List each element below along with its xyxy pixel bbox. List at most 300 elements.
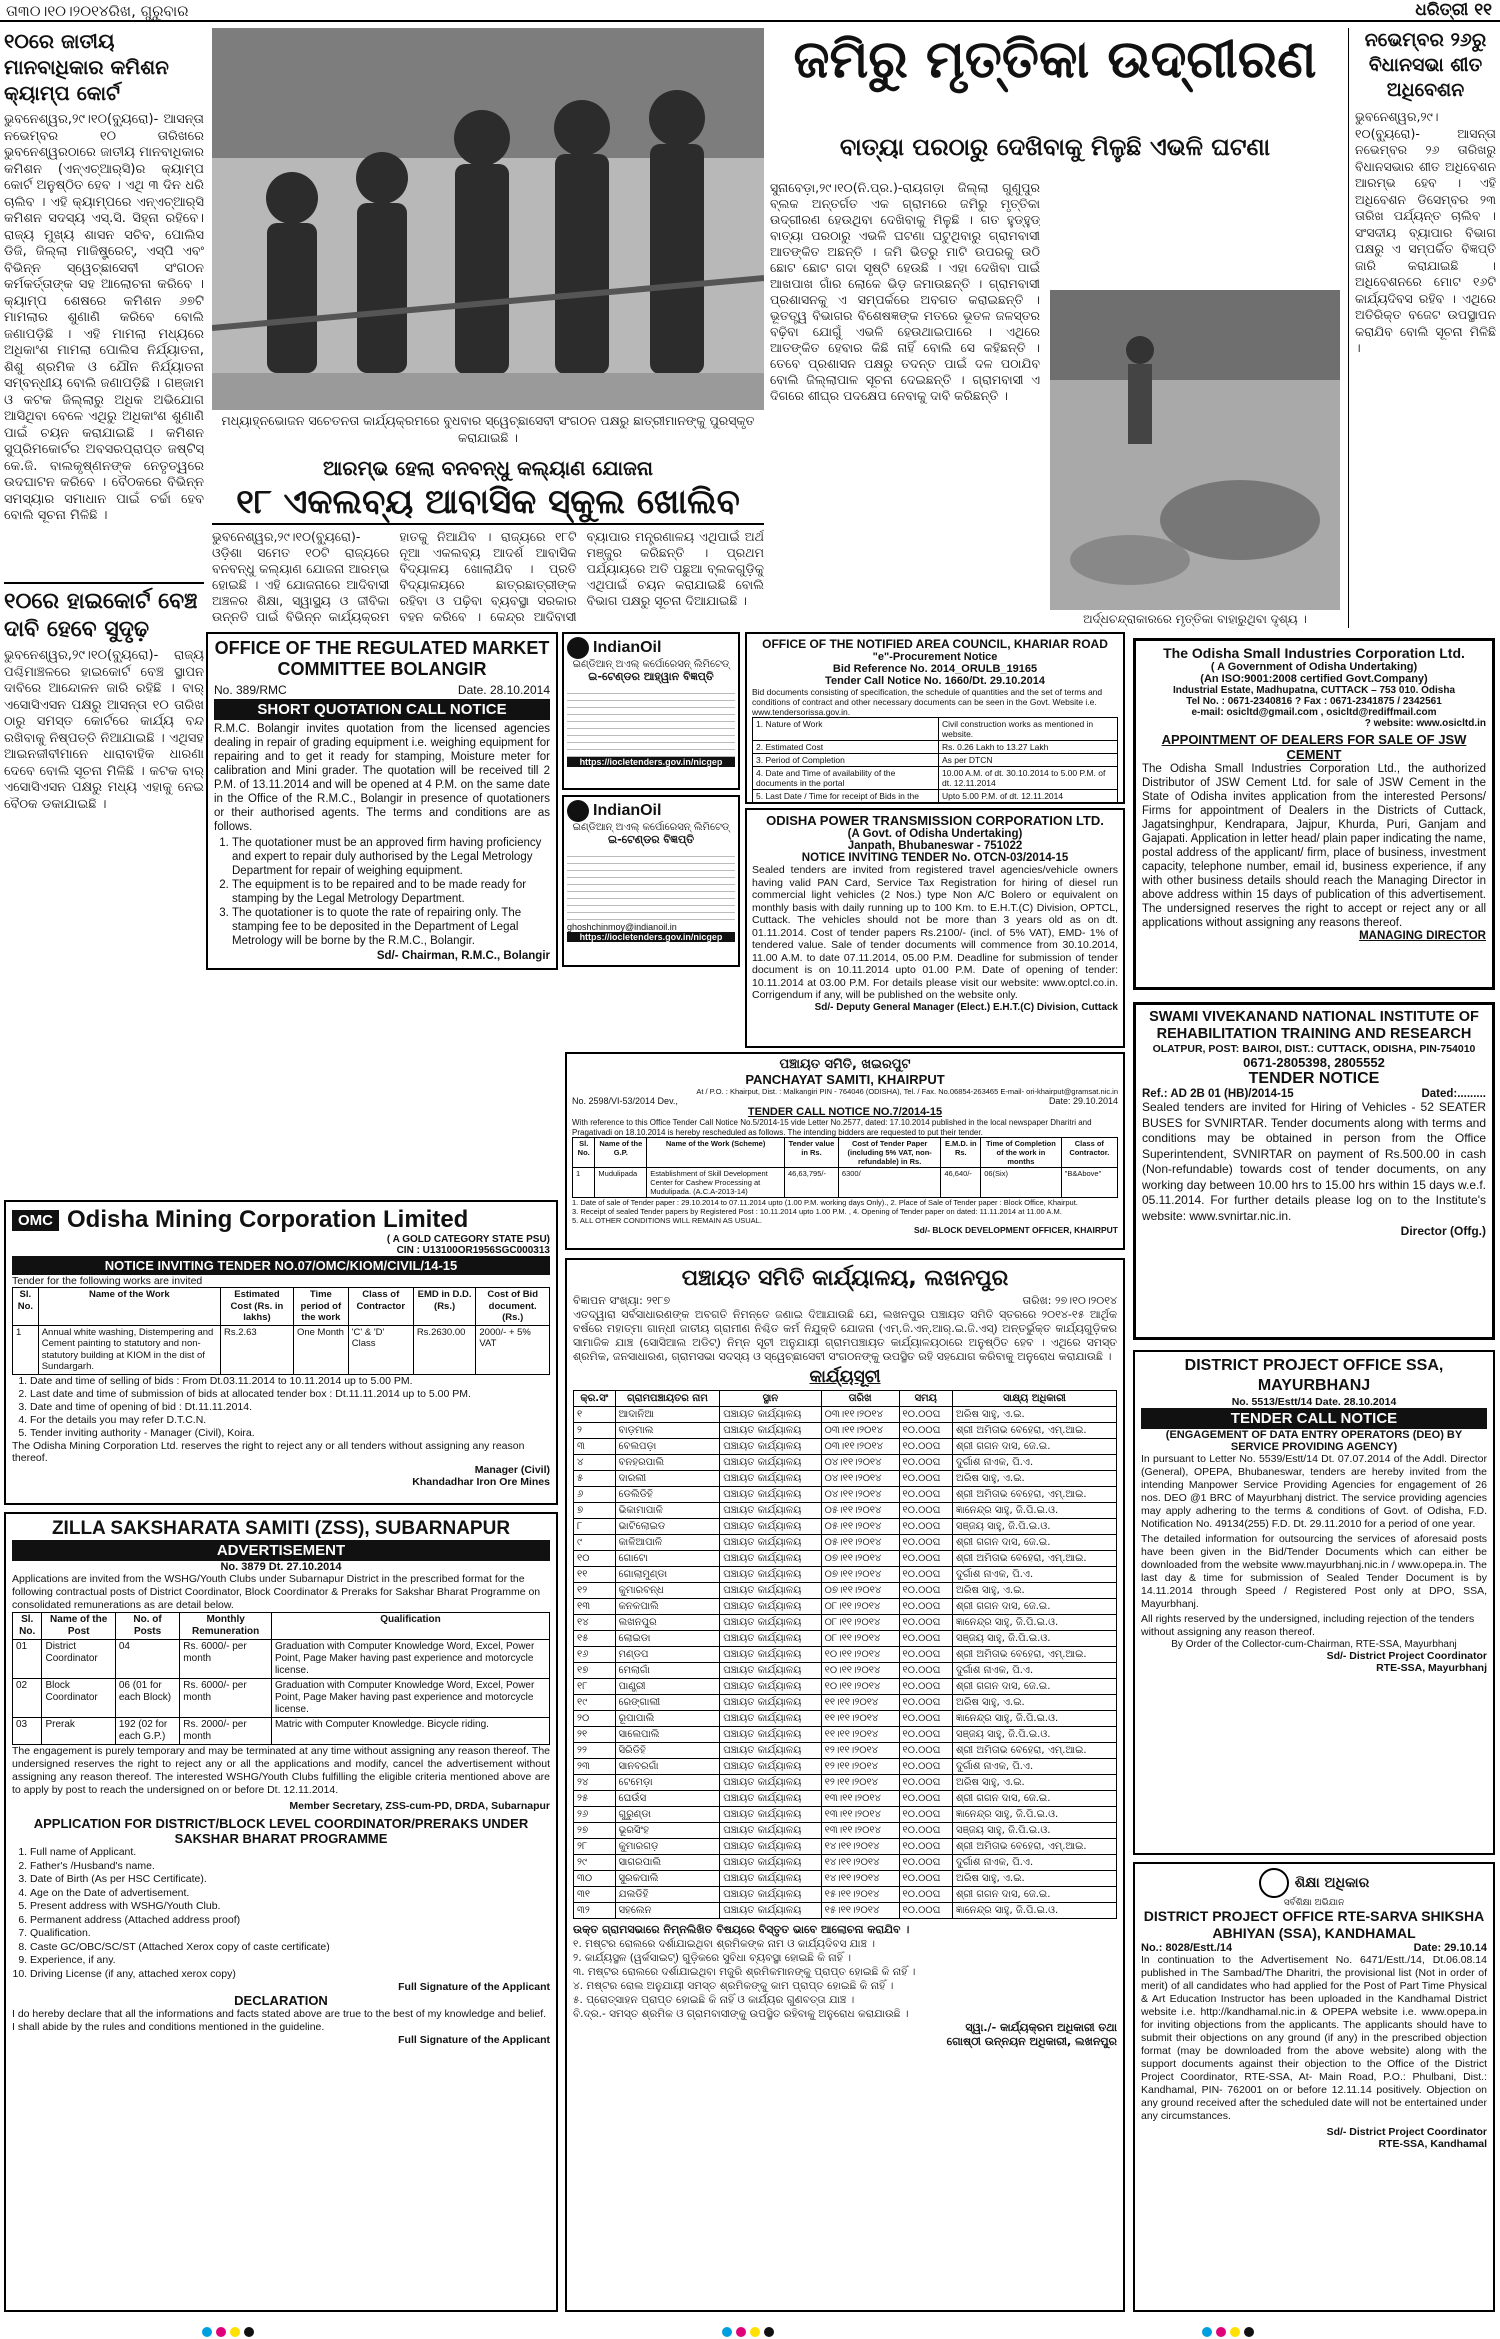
svnirtar-ref: Ref.: AD 2B 01 (HB)/2014-15 — [1142, 1088, 1294, 1100]
table-cell: ଶ୍ରୀ ଅମିତାଭ ବେହେରା, ଏମ୍‌.ଆଇ. — [952, 1839, 1116, 1855]
table-cell: ୧୬ — [574, 1647, 616, 1663]
table-row — [574, 1583, 1117, 1599]
table-cell: ୦୮।୧୧।୨୦୧୪ — [821, 1615, 899, 1631]
table-cell: ୧୦.୦୦ଘ — [899, 1455, 952, 1471]
table-row — [574, 1711, 1117, 1727]
table-row — [574, 1743, 1117, 1759]
table-cell: ୧୦.୦୦ଘ — [899, 1775, 952, 1791]
table-cell: ପଞ୍ଚାୟତ କାର୍ଯ୍ୟାଳୟ — [720, 1551, 821, 1567]
table-cell: ପଞ୍ଚାୟତ କାର୍ଯ୍ୟାଳୟ — [720, 1519, 821, 1535]
table-row — [13, 1718, 550, 1745]
soil-photo — [1050, 290, 1340, 610]
table-cell: ୨ — [574, 1423, 616, 1439]
zss-banner: ADVERTISEMENT — [12, 1540, 550, 1561]
table-cell: ୨୩ — [574, 1759, 616, 1775]
table-header-cell: Monthly Remuneration — [180, 1613, 272, 1640]
table-row — [574, 1791, 1117, 1807]
table-cell: ୨୫ — [574, 1791, 616, 1807]
table-cell: ୦୭।୧୧।୨୦୧୪ — [821, 1583, 899, 1599]
note-line: ୨. କାର୍ଯ୍ୟସ୍ଥଳ (ୱର୍କସାଇଟ୍) ଗୁଡ଼ିକରେ ସୁବିଧା ବ୍ୟବସ୍ଥା ହୋଇଛି କି ନାହିଁ । — [573, 1952, 851, 1964]
table-cell: ୧୦.୦୦ଘ — [899, 1791, 952, 1807]
table-cell: ୧୪।୧୧।୨୦୧୪ — [821, 1855, 899, 1871]
table-cell: 6300/ — [838, 1168, 940, 1198]
table-cell: Establishment of Skill Development Center for Cashew Processing at Mudulipada. (A.C.A-2013-14) — [647, 1168, 785, 1198]
table-header-cell: Cost of Tender Paper (including 5% VAT, non-refundable) in Rs. — [838, 1138, 940, 1168]
khairput-notice: TENDER CALL NOTICE NO.7/2014-15 — [747, 1106, 943, 1118]
news-photo — [212, 28, 764, 410]
story-court-body: ଭୁବନେଶ୍ୱର,୨୯।୧୦(ବ୍ୟୁରୋ)- ରାଜ୍ୟ ପଶ୍ଚିମାଞ୍ଚଳରେ ହାଇକୋର୍ଟ ବେଞ୍ଚ ସ୍ଥାପନ ଦାବିରେ ଆନ୍ଦୋଳନ ଜାରି ରହିଛି । ବାର୍ ଏସୋସିଏସନ ପକ୍ଷରୁ ଆସନ୍ତା ୧୦ ତାରିଖ ଠାରୁ ସମସ୍ତ କୋର୍ଟରେ କାର୍ଯ୍ୟ ବନ୍ଦ ରଖିବାକୁ ନିଷ୍ପତ୍ତି ନିଆଯାଇଛି । ଏଥିସହ ଆଇନଜୀବୀମାନେ ଧାରାବାହିକ ଧାରଣା ଦେବେ ବୋଲି ସୂଚନା ମିଳିଛି । କଟକ ବାର୍ ଏସୋସିଏସନ ପକ୍ଷରୁ ମଧ୍ୟ ଏହାକୁ ନେଇ ବୈଠକ ଡକାଯାଇଛି । — [4, 648, 204, 812]
lakhanpur-intro: ଏତଦ୍ୱାରା ସର୍ବସାଧାରଣଙ୍କ ଅବଗତି ନିମନ୍ତେ ଜଣାଇ ଦିଆଯାଉଛି ଯେ, ଲଖନପୁର ପଞ୍ଚାୟତ ସମିତି ସ୍ତରରେ ୨୦୧୪-୧୫ ଆର୍ଥିକ ବର୍ଷରେ ମହାତ୍ମା ଗାନ୍ଧୀ ଜାତୀୟ ଗ୍ରାମୀଣ ନିଶ୍ଚିତ କର୍ମ ନିଯୁକ୍ତି ଯୋଜନା (ଏମ୍‌.ଜି.ଏନ୍‌.ଆର୍‌.ଇ.ଜି.ଏସ୍) ଅନ୍ତର୍ଭୁକ୍ତ କାର୍ଯ୍ୟଗୁଡ଼ିକର ସାମାଜିକ ଯାଞ୍ଚ (ସୋସିଆଲ ଅଡିଟ୍) ନିମ୍ନ ସୂଚୀ ଅନୁଯାୟୀ ଗ୍ରାମପଞ୍ଚାୟତ କାର୍ଯ୍ୟାଳୟଠାରେ ଅନୁଷ୍ଠିତ ହେବ । ଏଥିରେ ସମସ୍ତ ଶ୍ରମିକ, ଜନସାଧାରଣ, ଗ୍ରାମସଭା ସଦସ୍ୟ ଓ ସ୍ୱେଚ୍ଛାସେବୀ ସଂଗଠନଙ୍କୁ ଉପସ୍ଥିତ ରହି ସହଯୋଗ କରିବାକୁ ଅନୁରୋଧ କରାଯାଉଛି । — [573, 1308, 1117, 1363]
table-cell: ପଞ୍ଚାୟତ କାର୍ଯ୍ୟାଳୟ — [720, 1711, 821, 1727]
note-line: ୫. ପ୍ରୋତ୍ସାହନ ପ୍ରାପ୍ତ ହୋଇଛି କି ନାହିଁ ଓ କାର୍ଯ୍ୟର ଗୁଣବତ୍ତା ଯାଞ୍ଚ । — [573, 1994, 855, 2006]
table-cell: ୧୫।୧୧।୨୦୧୪ — [821, 1887, 899, 1903]
table-cell: ଶ୍ରୀ ଅମିତାଭ ବେହେରା, ଏମ୍‌.ଆଇ. — [952, 1487, 1116, 1503]
table-cell: 1 — [13, 1325, 39, 1374]
table-cell: ୦୫।୧୧।୨୦୧୪ — [821, 1535, 899, 1551]
ad-omc — [4, 1200, 558, 1505]
rmc-title: OFFICE OF THE REGULATED MARKET COMMITTEE BOLANGIR — [214, 638, 550, 679]
table-cell: ୧୦.୦୦ଘ — [899, 1871, 952, 1887]
table-cell: ଭାଟିଲୋଇଡ — [615, 1519, 720, 1535]
story-assembly — [1348, 28, 1496, 628]
table-cell: ୧୧।୧୧।୨୦୧୪ — [821, 1711, 899, 1727]
table-cell: 1. Nature of Work — [753, 718, 939, 741]
table-cell: ଦୁର୍ଗାଶ ନାଏକ, ପି.ଏ. — [952, 1567, 1116, 1583]
rmc-date: Date. 28.10.2014 — [457, 683, 550, 697]
table-row — [574, 1663, 1117, 1679]
story-nhrc — [4, 28, 204, 578]
table-cell: ପଞ୍ଚାୟତ କାର୍ଯ୍ୟାଳୟ — [720, 1487, 821, 1503]
table-cell: ୧୦.୦୦ଘ — [899, 1615, 952, 1631]
list-item: 7. Qualification. — [30, 1927, 550, 1941]
omc-sub: ( A GOLD CATEGORY STATE PSU) — [386, 1234, 550, 1245]
rmc-term: 3. The quotationer is to quote the rate of repairing only. The stamping fee to be deposited in the Department of Legal Metrology will be borne by the R.M.C., Bolangir. — [232, 906, 550, 948]
mayur-no: No. 5513/Estt/14 Date. 28.10.2014 — [1231, 1396, 1397, 1408]
table-cell: ୧୦.୦୦ଘ — [899, 1535, 952, 1551]
table-cell: ଶ୍ରୀ ଗଗନ ଦାସ, ଜେ.ଇ. — [952, 1439, 1116, 1455]
table-cell: ସୁରକପାଲି — [615, 1871, 720, 1887]
table-cell: ୨୧ — [574, 1727, 616, 1743]
table-row — [574, 1807, 1117, 1823]
table-cell: ଶ୍ରୀ ଗଗନ ଦାସ, ଜେ.ଇ. — [952, 1887, 1116, 1903]
list-item: 8. Caste GC/OBC/SC/ST (Attached Xerox copy of caste certificate) — [30, 1941, 550, 1955]
ioc1-fine-print — [567, 687, 735, 757]
table-cell: ୧୦.୦୦ଘ — [899, 1503, 952, 1519]
soil-photo-illustration — [1050, 290, 1340, 610]
registration-dot — [764, 2327, 774, 2337]
omc-sign2: Khandadhar Iron Ore Mines — [412, 1475, 550, 1488]
kandh-sign2: RTE-SSA, Kandhamal — [1378, 2138, 1487, 2150]
table-row — [574, 1903, 1117, 1919]
table-cell: ୪ — [574, 1455, 616, 1471]
optcl-notice: NOTICE INVITING TENDER No. OTCN-03/2014-15 — [801, 852, 1069, 864]
page-header — [0, 0, 1500, 22]
table-cell: ୧୦.୦୦ଘ — [899, 1647, 952, 1663]
table-cell: ୧୦.୦୦ଘ — [899, 1823, 952, 1839]
table-cell: ଦୁର୍ଗାଶ ନାଏକ, ପି.ଏ. — [952, 1759, 1116, 1775]
table-row — [574, 1871, 1117, 1887]
table-cell: ପଞ୍ଚାୟତ କାର୍ଯ୍ୟାଳୟ — [720, 1679, 821, 1695]
table-cell: ୮ — [574, 1519, 616, 1535]
khairput-addr: At / P.O. : Khairput, Dist. : Malkangiri PIN - 764046 (ODISHA), Tel. / Fax. No.06854-263465 E-mail- ori-khairput@gramsat.nic.in — [696, 1087, 1118, 1096]
omc-items — [12, 1375, 550, 1440]
story-soil-headline: ଜମିରୁ ମୃତ୍ତିକା ଉଦ୍‌ଗୀରଣ — [793, 30, 1317, 90]
table-cell: ୩ — [574, 1439, 616, 1455]
table-cell: ୦୩।୧୧।୨୦୧୪ — [821, 1423, 899, 1439]
table-cell: ଯଲଡିହି — [615, 1887, 720, 1903]
table-cell: ଅରିଷ ସାହୁ, ଏ.ଇ. — [952, 1871, 1116, 1887]
table-cell: ଶ୍ରୀ ଅମିତାଭ ବେହେରା, ଏମ୍‌.ଆଇ. — [952, 1743, 1116, 1759]
table-cell: ୧୯ — [574, 1695, 616, 1711]
table-cell: ୧୩।୧୧।୨୦୧୪ — [821, 1823, 899, 1839]
registration-dot — [1230, 2327, 1240, 2337]
table-cell: ସାଗରପାଲି — [615, 1855, 720, 1871]
table-cell: ପଞ୍ଚାୟତ କାର୍ଯ୍ୟାଳୟ — [720, 1871, 821, 1887]
table-cell: ଅରିଷ ସାହୁ, ଏ.ଇ. — [952, 1407, 1116, 1423]
table-cell: ଲଖନପୁର — [615, 1615, 720, 1631]
table-cell: District Coordinator — [42, 1640, 115, 1679]
zss-intro: Applications are invited from the WSHG/Youth Clubs under Subarnapur District in the prescribed format for the following contractual posts of District Coordinator, Block Coordinator & Preraks for Sakshar Bharat Programme on consolidated remunerations as are detail below. — [12, 1573, 541, 1611]
lakhanpur-title: ପଞ୍ଚାୟତ ସମିତି କାର୍ଯ୍ୟାଳୟ, ଲଖନପୁର — [681, 1266, 1009, 1291]
ad-rmc-bolangir — [206, 632, 558, 970]
optcl-addr: Janpath, Bhubaneswar - 751022 — [847, 840, 1023, 852]
table-cell: ଶ୍ରୀ ଗଗନ ଦାସ, ଜେ.ଇ. — [952, 1679, 1116, 1695]
table-header-cell: Name of the Work (Scheme) — [647, 1138, 785, 1168]
ad-dpo-mayurbhanj — [1133, 1350, 1495, 1855]
svnirtar-heading: TENDER NOTICE — [1248, 1070, 1380, 1087]
table-cell: ଭୂରସିଂହ — [615, 1823, 720, 1839]
table-header-cell: Sl. No. — [13, 1288, 39, 1326]
table-header-cell: Class of Contractor — [348, 1288, 413, 1326]
rmc-no: No. 389/RMC — [214, 683, 287, 697]
ioc2-org: ଇଣ୍ଡିଆନ୍ ଅଏଲ୍ କର୍ପୋରେସନ୍ ଲିମିଟେଡ୍ — [572, 822, 730, 833]
zss-terms: The engagement is purely temporary and may be terminated at any time without assigning any reason thereof. The undersigned reserves the right to reject any or all the applications and modify, cancel the advertisement without assigning any reason thereof. The interested WSHG/Youth Clubs fulfilling the eligible criteria mentioned above are to apply by post to reach the undersigned on or before Dt. 12.11.2014. — [12, 1745, 550, 1796]
mayur-sign2: RTE-SSA, Mayurbhanj — [1376, 1662, 1487, 1674]
list-item: 3. Date and time of opening of bid : Dt.11.11.2014. — [30, 1401, 550, 1414]
table-cell: ପଞ୍ଚାୟତ କାର୍ଯ୍ୟାଳୟ — [720, 1775, 821, 1791]
rmc-banner: SHORT QUOTATION CALL NOTICE — [214, 699, 550, 720]
table-cell: ୦୪।୧୧।୨୦୧୪ — [821, 1487, 899, 1503]
optcl-sign: Sd/- Deputy General Manager (Elect.) E.H.T.(C) Division, Cuttack — [814, 1001, 1118, 1013]
table-cell: ଆଦାନିଆ — [615, 1407, 720, 1423]
table-cell: ୩୦ — [574, 1871, 616, 1887]
table-cell: 1 — [573, 1168, 595, 1198]
table-cell: ପଞ୍ଚାୟତ କାର୍ଯ୍ୟାଳୟ — [720, 1583, 821, 1599]
table-cell: ୨୭ — [574, 1823, 616, 1839]
table-cell: ବେଲପଡ଼ା — [615, 1439, 720, 1455]
table-cell: ୧୦.୦୦ଘ — [899, 1471, 952, 1487]
table-cell: ସହଲେନ — [615, 1903, 720, 1919]
table-row — [574, 1439, 1117, 1455]
table-cell: ୧୦।୧୧।୨୦୧୪ — [821, 1679, 899, 1695]
table-cell: ଅରିଷ ସାହୁ, ଏ.ଇ. — [952, 1583, 1116, 1599]
table-cell: ସାଲେପାଲି — [615, 1727, 720, 1743]
story-nhrc-headline: ୧୦ରେ ଜାତୀୟ ମାନବାଧିକାର କମିଶନ କ୍ୟାମ୍ପ କୋର୍ଟ — [4, 29, 169, 105]
table-cell: Block Coordinator — [42, 1679, 115, 1718]
table-cell: 46,640/- — [941, 1168, 981, 1198]
note-line: 1. Date of sale of Tender paper : 29.10.2014 to 07.11.2014 upto (1.00 P.M. working days Only)., 2. Place of Sale of Tender paper : Block Office, Khairput. — [572, 1198, 1078, 1207]
table-cell: ସଞ୍ଜୟ ସାହୁ, ଜି.ପି.ଇ.ଓ. — [952, 1727, 1116, 1743]
table-cell: ଅରିଷ ସାହୁ, ଏ.ଇ. — [952, 1471, 1116, 1487]
table-cell: ୧୧।୧୧।୨୦୧୪ — [821, 1727, 899, 1743]
osic-tel: Tel No. : 0671-2340816 ? Fax : 0671-2341875 / 2342561 — [1186, 696, 1442, 707]
omc-title: Odisha Mining Corporation Limited — [67, 1206, 469, 1233]
table-header-cell: Class of Contractor. — [1061, 1138, 1117, 1168]
table-cell: Annual white washing, Distempering and Cement painting to statutory and non-statutory building at KIOM in the dist of Sundargarh. — [38, 1325, 220, 1374]
table-cell: ୨୦ — [574, 1711, 616, 1727]
table-cell: ପଞ୍ଚାୟତ କାର୍ଯ୍ୟାଳୟ — [720, 1759, 821, 1775]
table-cell: ୧୦।୧୧।୨୦୧୪ — [821, 1663, 899, 1679]
list-item: 1. Date and time of selling of bids : From Dt.03.11.2014 to 10.11.2014 up to 5.00 PM. — [30, 1375, 550, 1388]
khairput-notes — [572, 1198, 1118, 1225]
mayur-sub: (ENGAGEMENT OF DATA ENTRY OPERATORS (DEO) BY SERVICE PROVIDING AGENCY) — [1165, 1429, 1463, 1453]
table-cell: ପଞ୍ଚାୟତ କାର୍ଯ୍ୟାଳୟ — [720, 1439, 821, 1455]
table-cell: ଅରିଷ ସାହୁ, ଏ.ଇ. — [952, 1775, 1116, 1791]
table-cell: ପଞ୍ଚାୟତ କାର୍ଯ୍ୟାଳୟ — [720, 1567, 821, 1583]
table-cell: ୦୭।୧୧।୨୦୧୪ — [821, 1567, 899, 1583]
story-eklavya-headline: ୧୮ ଏକଲବ୍ୟ ଆବାସିକ ସ୍କୁଲ ଖୋଲିବ — [212, 481, 764, 525]
cmyk-marks — [720, 2322, 776, 2339]
indianoil-logo-icon — [567, 637, 589, 659]
table-cell: ୧୦.୦୦ଘ — [899, 1839, 952, 1855]
mayur-body2: The detailed information for outsourcing the services of aforesaid posts have been given in the Bid/Tender Documents which can either be downloaded from the website www.mayurbhanj.nic.in / www.opepa.in. The last day & time for submission of Sealed Tender Document is by 14.11.2014 through Speed / Registered Post only at DPO, SSA, Mayurbhanj. — [1141, 1533, 1487, 1610]
khairput-title: ପଞ୍ଚାୟତ ସମିତି, ଖଇରପୁଟ — [779, 1057, 911, 1072]
khairput-intro: With reference to this Office Tender Call Notice No.5/2014-15 vide Letter No.2577, dated: 17.10.2014 published in the local newspaper Dharitri and Pragativadi on 18.10.2014 is hereby rescheduled as follows. The intending bidders are requested to put their tender. — [572, 1118, 1092, 1137]
table-cell: ଲୋଇଡା — [615, 1631, 720, 1647]
table-cell: ପଞ୍ଚାୟତ କାର୍ଯ୍ୟାଳୟ — [720, 1631, 821, 1647]
ad-zss — [4, 1512, 558, 2312]
osic-body: The Odisha Small Industries Corporation Ltd., the authorized Distributor of JSW Cement Ltd. for sale of JSW Cement in the State of Odisha invites application from the interested Persons/ Firms for appointment of Dealers in the Districts of Cuttack, Jagatsinghpur, Kendrapara, Jajpur, Khurda, Puri, Ganjam and Gajapati. Application in letter head/ plain paper indicating the name, postal address of the applicant/ firm, place of business, investment capacity, telephone number, email id, business experience, if any with other business details should reach the Managing Director in above address within 15 days of publication of this advertisement. The undersigned reserves the right to accept or reject any or all applications without assigning any reasons thereof. — [1142, 763, 1486, 929]
table-header-cell: Name of the Work — [38, 1288, 220, 1326]
table-cell: ଜ୍ଞାନେନ୍ଦ୍ର ସାହୁ, ଜି.ପି.ଇ.ଓ. — [952, 1503, 1116, 1519]
table-cell: ୧୪।୧୧।୨୦୧୪ — [821, 1871, 899, 1887]
note-line: 3. Receipt of sealed Tender papers by Registered Post : 10.11.2014 upto 1.00 P.M. , 4. Opening of Tender paper on dated: 11.11.2014 at 11.00 A.M. — [572, 1207, 1062, 1216]
table-cell: ୦୫।୧୧।୨୦୧୪ — [821, 1503, 899, 1519]
table-header-cell: E.M.D. in Rs. — [941, 1138, 981, 1168]
table-header-cell: Sl. No. — [573, 1138, 595, 1168]
table-row — [574, 1679, 1117, 1695]
osic-iso: (An ISO:9001:2008 certified Govt.Company) — [1200, 673, 1428, 685]
table-cell: ୨୯ — [574, 1855, 616, 1871]
table-cell: ୧୦.୦୦ଘ — [899, 1423, 952, 1439]
table-row — [574, 1775, 1117, 1791]
table-cell: ୧୭ — [574, 1663, 616, 1679]
table-cell: ସଞ୍ଜୟ ସାହୁ, ଜି.ପି.ଇ.ଓ. — [952, 1519, 1116, 1535]
nac-title: OFFICE OF THE NOTIFIED AREA COUNCIL, KHARIAR ROAD — [762, 637, 1108, 651]
table-cell: ସଞ୍ଜୟ ସାହୁ, ଜି.ପି.ଇ.ଓ. — [952, 1631, 1116, 1647]
table-cell: ପଞ୍ଚାୟତ କାର୍ଯ୍ୟାଳୟ — [720, 1903, 821, 1919]
table-cell: ପଞ୍ଚାୟତ କାର୍ଯ୍ୟାଳୟ — [720, 1535, 821, 1551]
table-cell: 3. Period of Completion — [753, 754, 939, 767]
ioc2-email: ghoshchinmoy@indianoil.in — [567, 922, 677, 932]
table-cell: 4. Date and Time of availability of the documents in the portal — [753, 767, 939, 790]
ad-nac-khariar — [745, 632, 1125, 804]
table-cell: ୧୦.୦୦ଘ — [899, 1663, 952, 1679]
table-cell: ୧୩।୧୧।୨୦୧୪ — [821, 1807, 899, 1823]
table-cell: ୧୦.୦୦ଘ — [899, 1567, 952, 1583]
list-item: 9. Experience, if any. — [30, 1954, 550, 1968]
registration-dot — [202, 2327, 212, 2337]
zss-sig-label2: Full Signature of the Applicant — [398, 2034, 550, 2046]
table-cell: ୧୦.୦୦ଘ — [899, 1695, 952, 1711]
ad-indianoil-2 — [562, 795, 740, 967]
registration-dot — [750, 2327, 760, 2337]
table-cell: Graduation with Computer Knowledge Word, Excel, Power Point, Page Maker having past experience and motorcycle license. — [271, 1679, 549, 1718]
table-cell: ୧୦.୦୦ଘ — [899, 1855, 952, 1871]
table-row — [574, 1823, 1117, 1839]
table-cell: ୦୫।୧୧।୨୦୧୪ — [821, 1519, 899, 1535]
table-header-cell: ସାକ୍ଷ୍ୟ ଅଧିକାରୀ — [952, 1391, 1116, 1407]
table-cell: ଗୋଟୋ — [615, 1551, 720, 1567]
table-cell: 5. Last Date / Time for receipt of Bids in the — [753, 790, 939, 805]
registration-dot — [216, 2327, 226, 2337]
table-cell: ୧୦.୦୦ଘ — [899, 1759, 952, 1775]
omc-logo: OMC — [12, 1210, 59, 1231]
table-cell: ଘେଉଁସ — [615, 1791, 720, 1807]
soil-photo-caption: ଅର୍ଦ୍ଧଚନ୍ଦ୍ରାକାରରେ ମୃତ୍ତିକା ବାହାରୁଥିବା ଦୃଶ୍ୟ । — [1083, 612, 1307, 626]
registration-dot — [244, 2327, 254, 2337]
table-cell: ଜ୍ଞାନେନ୍ଦ୍ର ସାହୁ, ଜି.ପି.ଇ.ଓ. — [952, 1903, 1116, 1919]
table-header-cell: Name of the G.P. — [595, 1138, 647, 1168]
zss-decl-title: DECLARATION — [234, 1993, 328, 2008]
table-cell: କୁମାରଗଡ଼ — [615, 1839, 720, 1855]
nac-table — [752, 717, 1118, 804]
table-cell: 192 (02 for each G.P.) — [115, 1718, 179, 1745]
table-cell: ୧୨।୧୧।୨୦୧୪ — [821, 1775, 899, 1791]
cmyk-marks — [1200, 2322, 1256, 2339]
photo-caption: ମଧ୍ୟାହ୍ନଭୋଜନ ସଚେତନତା କାର୍ଯ୍ୟକ୍ରମରେ ବୁଧବାର ସ୍ୱେଚ୍ଛାସେବୀ ସଂଗଠନ ପକ୍ଷରୁ ଛାତ୍ରୀମାନଙ୍କୁ ପୁରସ୍କୃତ କରାଯାଇଛି । — [221, 413, 755, 445]
list-item: 1. Full name of Applicant. — [30, 1846, 550, 1860]
note-line: ୩. ମଷ୍ଟର ରୋଲରେ ଦର୍ଶାଯାଇଥିବା ମଜୁରି ଶ୍ରମିକମାନଙ୍କୁ ପ୍ରାପ୍ତ ହୋଇଛି କି ନାହିଁ । — [573, 1966, 916, 1978]
ioc2-logo-text: IndianOil — [593, 802, 662, 819]
table-header-cell: ସମୟ — [899, 1391, 952, 1407]
table-cell: ପାଣ୍ଡ୍ରୀ — [615, 1679, 720, 1695]
table-cell: ଶ୍ରୀ ଅମିତାଭ ବେହେରା, ଏମ୍‌.ଆଇ. — [952, 1551, 1116, 1567]
ioc2-url: https://iocletenders.gov.in/nicgep — [567, 932, 735, 942]
table-cell: ଅରିଷ ସାହୁ, ଏ.ଇ. — [952, 1695, 1116, 1711]
kandh-body: In continuation to the Advertisement No. 6471/Estt./14, Dt.06.08.14 published in The Sambad/The Dharitri, the provisional list (Not in order of merit) of all candidates who had applied for the Post of Part Time Physical & Art Education Instructor has been uploaded in the Kandhamal District website i.e. http://kandhamal.nic.in & OPEPA website i.e. www.opepa.in for inviting objections from the applicants. The applicants should have to submit their objections on any ground (if any) in the prescribed objection format (may be downloaded from the above website) along with the support documents against their objection to the Office of the District Project Coordinator, RTE-SSA, At- Main Road, P.O.: Phulbani, Dist.: Kandhamal, PIN- 762001 on or before 12.11.14 positively. Objection on any ground received after the scheduled date will not be entertained under any circumstances. — [1141, 1954, 1487, 2122]
story-eklavya — [212, 455, 764, 627]
list-item: 2. Last date and time of submission of bids at allocated tender box : Dt.11.11.2014 up to 5.00 PM. — [30, 1388, 550, 1401]
ad-indianoil-1 — [562, 632, 740, 790]
ad-lakhanpur — [565, 1258, 1125, 2312]
mayur-body: In pursuant to Letter No. 5539/Estt/14 Dt. 07.07.2014 of the Addl. Director (General), OPEPA, Bhubaneswar, tenders are hereby invited from the intending Manpower Service Providing Agencies for engagement of 26 nos. DEO @1 BRC of Mayurbhanj district. The service providing agencies may apply adhering to the terms & conditions of Govt. of Odisha, F.D. Notification No. 49134(255) F.D. Dt. 29.11.2010 for a period of one year. — [1141, 1453, 1487, 1530]
table-row — [574, 1423, 1117, 1439]
table-cell: ୧୦.୦୦ଘ — [899, 1487, 952, 1503]
list-item: 5. Tender inviting authority - Manager (Civil), Koira. — [30, 1427, 550, 1440]
ioc2-title: ଇ-ଟେଣ୍ଡର ବିଜ୍ଞପ୍ତି — [607, 833, 695, 846]
table-cell: ପଞ୍ଚାୟତ କାର୍ଯ୍ୟାଳୟ — [720, 1727, 821, 1743]
table-cell: କାଳିଆପାଳି — [615, 1535, 720, 1551]
table-row — [574, 1519, 1117, 1535]
ioc1-logo-text: IndianOil — [593, 639, 662, 656]
table-row — [574, 1855, 1117, 1871]
nac-sub: "e"-Procurement Notice — [872, 651, 998, 663]
kandh-sign1: Sd/- District Project Coordinator — [1326, 2126, 1487, 2138]
cmyk-marks — [200, 2322, 256, 2339]
optcl-sub: (A Govt. of Odisha Undertaking) — [847, 828, 1023, 840]
table-row — [574, 1567, 1117, 1583]
omc-footer: The Odisha Mining Corporation Ltd. reserves the right to reject any or all tenders without assigning any reason thereof. — [12, 1439, 525, 1464]
table-cell: କନକପାଲି — [615, 1599, 720, 1615]
list-item: 6. Permanent address (Attached address proof) — [30, 1914, 550, 1928]
table-cell: 01 — [13, 1640, 42, 1679]
table-cell: ପଞ୍ଚାୟତ କାର୍ଯ୍ୟାଳୟ — [720, 1839, 821, 1855]
table-cell: ୧୦.୦୦ଘ — [899, 1631, 952, 1647]
svnirtar-sign: Director (Offg.) — [1400, 1224, 1486, 1238]
omc-intro: Tender for the following works are invited — [12, 1275, 203, 1287]
table-cell: 03 — [13, 1718, 42, 1745]
table-cell: ୩୨ — [574, 1903, 616, 1919]
kandh-logo-sub: ସର୍ବଶିକ୍ଷା ଅଭିଯାନ — [1283, 1898, 1345, 1908]
table-row — [574, 1471, 1117, 1487]
lakhanpur-sign2: ଗୋଷ୍ଠୀ ଉନ୍ନୟନ ଅଧିକାରୀ, ଲଖନପୁର — [946, 2035, 1117, 2048]
table-cell: "B&Above" — [1061, 1168, 1117, 1198]
table-cell: ୧ — [574, 1407, 616, 1423]
list-item: 3. Date of Birth (As per HSC Certificate). — [30, 1873, 550, 1887]
table-cell: ଜ୍ଞାନେନ୍ଦ୍ର ସାହୁ, ଜି.ପି.ଇ.ଓ. — [952, 1711, 1116, 1727]
table-cell: ଦୁର୍ଗାଶ ନାଏକ, ପି.ଏ. — [952, 1455, 1116, 1471]
table-cell: ୦୩।୧୧।୨୦୧୪ — [821, 1439, 899, 1455]
table-header-cell: Time of Completion of the work in months — [981, 1138, 1061, 1168]
table-row — [574, 1455, 1117, 1471]
omc-notice: NOTICE INVITING TENDER NO.07/OMC/KIOM/CIVIL/14-15 — [12, 1256, 550, 1275]
zss-decl: I do hereby declare that all the informations and facts stated above are true to the best of my knowledge and belief. I shall abide by the rules and conditions mentioned in the guideline. — [12, 2008, 547, 2033]
table-header-cell: Name of the Post — [42, 1613, 115, 1640]
table-cell: ପଞ୍ଚାୟତ କାର୍ଯ୍ୟାଳୟ — [720, 1663, 821, 1679]
khairput-title-en: PANCHAYAT SAMITI, KHAIRPUT — [745, 1072, 945, 1087]
omc-table — [12, 1287, 550, 1375]
table-cell: ପଞ୍ଚାୟତ କାର୍ଯ୍ୟାଳୟ — [720, 1807, 821, 1823]
lakhanpur-sign1: ସ୍ୱା./- କାର୍ଯ୍ୟକ୍ରମ ଅଧିକାରୀ ତଥା — [965, 2021, 1117, 2034]
svnirtar-phone: 0671-2805398, 2805552 — [1243, 1055, 1385, 1070]
rmc-term: 1. The quotationer must be an approved firm having proficiency and expert to repair duly authorised by the Legal Metrology Department for repair of weighing equipment. — [232, 836, 550, 878]
table-row — [574, 1759, 1117, 1775]
table-cell: ପଞ୍ଚାୟତ କାର୍ଯ୍ୟାଳୟ — [720, 1503, 821, 1519]
ad-svnirtar — [1133, 1002, 1495, 1340]
table-cell: ୫ — [574, 1471, 616, 1487]
osic-addr: Industrial Estate, Madhupatna, CUTTACK – 753 010. Odisha — [1172, 685, 1456, 696]
registration-dot — [1216, 2327, 1226, 2337]
zss-table — [12, 1612, 550, 1745]
registration-dot — [1244, 2327, 1254, 2337]
table-cell: ୧୨ — [574, 1583, 616, 1599]
table-cell: ମେଲାଗାଁ — [615, 1663, 720, 1679]
table-cell: ୦୪।୧୧।୨୦୧୪ — [821, 1455, 899, 1471]
mayur-sign1: Sd/- District Project Coordinator — [1326, 1650, 1487, 1662]
registration-dot — [736, 2327, 746, 2337]
table-row — [574, 1487, 1117, 1503]
table-cell: ୧୪ — [574, 1615, 616, 1631]
table-cell: ପଞ୍ଚାୟତ କାର୍ଯ୍ୟାଳୟ — [720, 1599, 821, 1615]
table-cell: ୦୭।୧୧।୨୦୧୪ — [821, 1551, 899, 1567]
mayur-title: DISTRICT PROJECT OFFICE SSA, MAYURBHANJ — [1184, 1357, 1444, 1394]
table-cell: ୧୦.୦୦ଘ — [899, 1407, 952, 1423]
nac-intro: Bid documents consisting of specification, the schedule of quantities and the set of terms and conditions of contract and other necessary documents can be seen in the Govt. Website i.e. www.tendersorissa.gov.in. — [752, 687, 1103, 717]
table-row — [574, 1887, 1117, 1903]
omc-cin: CIN : U13100OR1956SGC000313 — [396, 1245, 550, 1256]
table-cell: ୧୦.୦୦ଘ — [899, 1743, 952, 1759]
table-cell: ୧୦.୦୦ଘ — [899, 1583, 952, 1599]
story-eklavya-kicker: ଆରମ୍ଭ ହେଲା ବନବନ୍ଧୁ କଲ୍ୟାଣ ଯୋଜନା — [323, 456, 653, 480]
osic-sub: ( A Government of Odisha Undertaking) — [1210, 661, 1418, 673]
table-cell: ୩୧ — [574, 1887, 616, 1903]
lakhanpur-notes — [573, 1937, 1117, 2021]
table-row — [753, 754, 1118, 767]
table-cell: ୧୦.୦୦ଘ — [899, 1679, 952, 1695]
zss-sig-label: Full Signature of the Applicant — [398, 1981, 550, 1993]
table-header-cell: Sl. No. — [13, 1613, 42, 1640]
